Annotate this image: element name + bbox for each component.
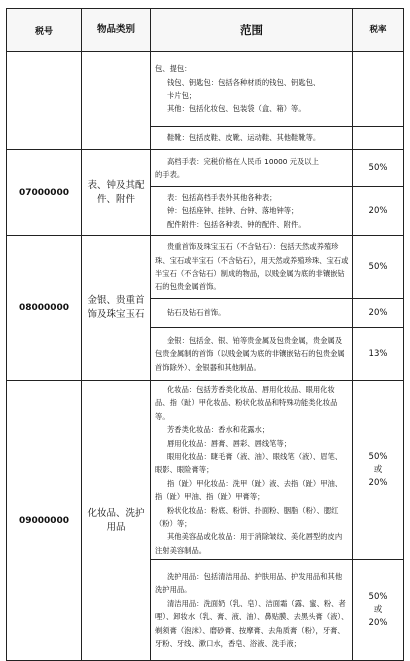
scope-line: 包、提包： (155, 64, 192, 74)
table-row (7, 381, 404, 560)
scope-line: 眼用化妆品：睫毛膏（液、油）、眼线笔（液）、眉笔、眼影、眼险膏等； (155, 452, 343, 475)
scope-line: 洗护用品：包括清洁用品、护肤用品、护发用品和其他洗护用品。 (155, 572, 343, 595)
scope-line: 金银：包括金、银、铂等贵金属及包贵金属，贵金属及包贵金属制的首饰（以贱金属为底的非镶嵌钻石的包贵金属首饰除外）、金银器和其他制品。 (155, 335, 345, 372)
rate-cell (353, 52, 404, 127)
scope-cell (151, 236, 353, 299)
scope-line: 表：包括高档手表外其他各种表； (167, 192, 277, 202)
scope-line: 唇用化妆品：唇膏、唇彩、唇线笔等； (167, 438, 292, 448)
rate-cell: 50% (353, 236, 404, 299)
scope-cell (151, 560, 353, 661)
table-row (7, 52, 404, 127)
scope-line: 钻石及钻石首饰。 (167, 308, 226, 318)
scope-cell (151, 52, 353, 127)
category-cell: 化妆品、洗护用品 (82, 381, 151, 661)
scope-line: 指（趾）甲化妆品：洗甲（趾）液、去指（趾）甲油、指（趾）甲油、指（趾）甲膏等； (155, 478, 343, 502)
scope-cell (151, 187, 353, 236)
category-cell: 金银、贵重首饰及珠宝玉石 (82, 236, 151, 381)
rate-cell: 13% (353, 328, 404, 381)
scope-line: 钟：包括座钟、挂钟、台钟、落地钟等； (167, 206, 299, 216)
scope-line: 配件附件：包括各种表、钟的配件、附件。 (167, 219, 306, 229)
rate-cell: 50% 或 20% (353, 560, 404, 661)
scope-line: 鞋靴：包括皮鞋、皮靴、运动鞋、其他鞋靴等。 (167, 133, 321, 143)
scope-cell (151, 381, 353, 560)
scope-cell (151, 328, 353, 381)
rate-cell: 50% (353, 150, 404, 187)
scope-cell (151, 127, 353, 150)
header-row (7, 9, 404, 52)
scope-line: 其他：包括化妆包、包装袋（盒、箱）等。 (167, 104, 306, 114)
rate-cell (353, 127, 404, 150)
table-row (7, 236, 404, 299)
category-cell: 表、钟及其配件、附件 (82, 150, 151, 236)
rate-cell: 20% (353, 187, 404, 236)
scope-line: 钱包、钥匙包：包括各种材质的钱包、钥匙包、 (167, 77, 321, 87)
scope-line: 粉状化妆品：粉底、粉饼、扑面粉、胭脂（粉）、腮红（粉）等； (155, 505, 339, 529)
scope-line: 高档手表：完税价格在人民币 10000 元及以上 (167, 156, 319, 166)
header-category: 物品类别 (82, 9, 151, 52)
code-cell: 07000000 (7, 150, 82, 236)
scope-line: 其他美容品或化妆品：用于消除皱纹、美化唇型的皮内注射美容制品。 (155, 532, 343, 555)
tax-rate-table (6, 8, 404, 661)
scope-line: 清洁用品：洗面奶（乳、皂）、洁面霜（露、蜜、粉、者哩）、卸妆水（乳、膏、液、油）、鼻贴膜、去黑头膏（液）、剃须膏（泡沫）、磨砂膏、按摩膏、去角质膏（粉），牙膏、牙粉、牙线、漱口水，香皂、浴液、洗手液； (155, 598, 349, 649)
header-rate: 税率 (353, 9, 404, 52)
scope-line: 贵重首饰及珠宝玉石（不含钻石）：包括天然或养殖珍珠、宝石或半宝石（不含钻石），用天然或养殖珍珠、宝石或半宝石（不含钻石）制成的物品，以贱金属为底的非镶嵌钻石的包贵金属首饰。 (155, 242, 349, 292)
code-cell: 09000000 (7, 381, 82, 661)
scope-cell (151, 150, 353, 187)
scope-line: 化妆品：包括芳香类化妆品、唇用化妆品、眼用化妆品、指（趾）甲化妆品、粉状化妆品和特殊功能类化妆品等。 (155, 385, 338, 421)
header-scope: 范围 (151, 9, 353, 52)
scope-line: 的手表。 (155, 170, 185, 179)
scope-cell (151, 299, 353, 328)
code-cell (7, 52, 82, 150)
table-row (7, 150, 404, 187)
rate-cell: 20% (353, 299, 404, 328)
rate-cell: 50% 或 20% (353, 381, 404, 560)
code-cell: 08000000 (7, 236, 82, 381)
scope-line: 芳香类化妆品：香水和花露水； (167, 425, 270, 435)
scope-line: 卡片包； (167, 91, 197, 100)
header-code: 税号 (7, 9, 82, 52)
category-cell (82, 52, 151, 150)
